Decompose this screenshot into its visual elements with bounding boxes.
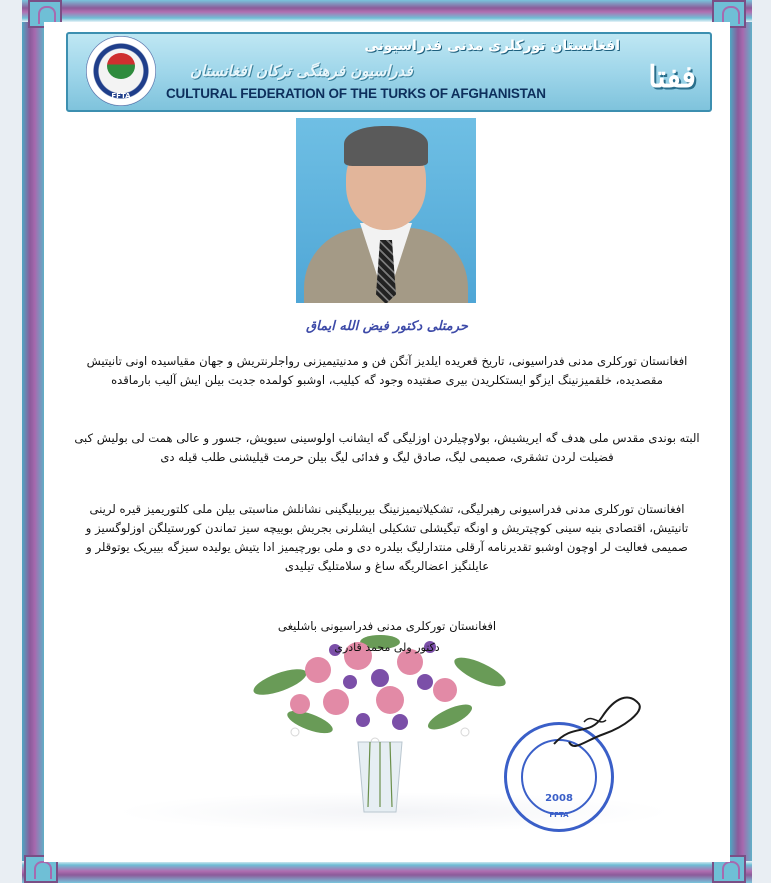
signatory-name: دکتور ولی محمد قادری [334, 641, 440, 654]
letter-paragraph-3: افغانستان تورکلری مدنی فدراسیونی رهبرلیگی، تشکیلاتیمیزنینگ بیربیلیگینی نشانلش مناسبتی بیلن ملی کلتوریمیز قیره لرینی تانیتیش، اقتصادی بنیه سینی کوچیتریش و اونگه تیگیشلی تشکیلی ایشلرنی بجریش بوییچه سیز تماندن کورستیلگن اوزلوگسیز و صمیمی فعالیت لر اوچون اوشبو تقدیرنامه آرقلی منتدارلیگ بیلدره دی و ملی بورچیمیز ادا یتیش یولیده سیزگه بییریک یوتوقلر و عایلنگیز اعضالریگه ساغ و سلامتلیگ تیلیدی [85, 502, 689, 573]
recipient-title: حرمتلی دکتور فیض الله ایماق [306, 319, 468, 334]
handwritten-signature [544, 682, 654, 762]
frame-right-border [730, 0, 752, 883]
logo-emblem-icon [107, 53, 135, 79]
logo-abbreviation: FFTA [111, 92, 131, 100]
portrait-hair [344, 126, 428, 166]
letterhead-monogram: ففتا [648, 60, 696, 95]
letterhead-title-english: CULTURAL FEDERATION OF THE TURKS OF AFGHANISTAN [166, 86, 546, 101]
federation-logo [86, 36, 156, 106]
portrait-photo [296, 118, 476, 303]
frame-left-border [22, 0, 44, 883]
letter-paragraph-2: البته بوندی مقدس ملی هدف گه ایریشیش، بولاوچیلردن اوزلیگی گه ایشانب اولوسینی سیویش، جسور و عالی همت لی بولیش کبی فضیلت لردن تشقری، صمیمی لیگ، صادق لیگ و فدائی لیگ بیلن حرمت قیلیشنی طلب قیله دی [74, 431, 700, 464]
seal-code: FFTA [549, 811, 569, 819]
certificate-page [44, 22, 730, 862]
letterhead [66, 32, 712, 112]
frame-top-border [22, 0, 752, 22]
letter-paragraph-1: افغانستان تورکلری مدنی فدراسیونی، تاریخ قعریده ایلدیز آتگن فن و مدنیتیمیزنی رواجلرنتریش و جهان مقیاسیده اونی تانیتیش مقصدیده، خلقمیزنینگ ایزگو ایستکلریدن بیری صفتیده وجود گه کیلیب، اوشبو کولمده جدیت بیلن ایش آلیب بارماقده [86, 354, 688, 387]
letterhead-title-persian: فدراسیون فرهنگی ترکان افغانستان [190, 62, 413, 80]
seal-year: 2008 [545, 793, 573, 804]
frame-bottom-border [22, 861, 752, 883]
signatory-organization: افغانستان تورکلری مدنی فدراسیونی باشلیغی [277, 619, 497, 633]
letterhead-title-turkic: افغانستان تورکلری مدنی فدراسیونی [364, 38, 620, 54]
